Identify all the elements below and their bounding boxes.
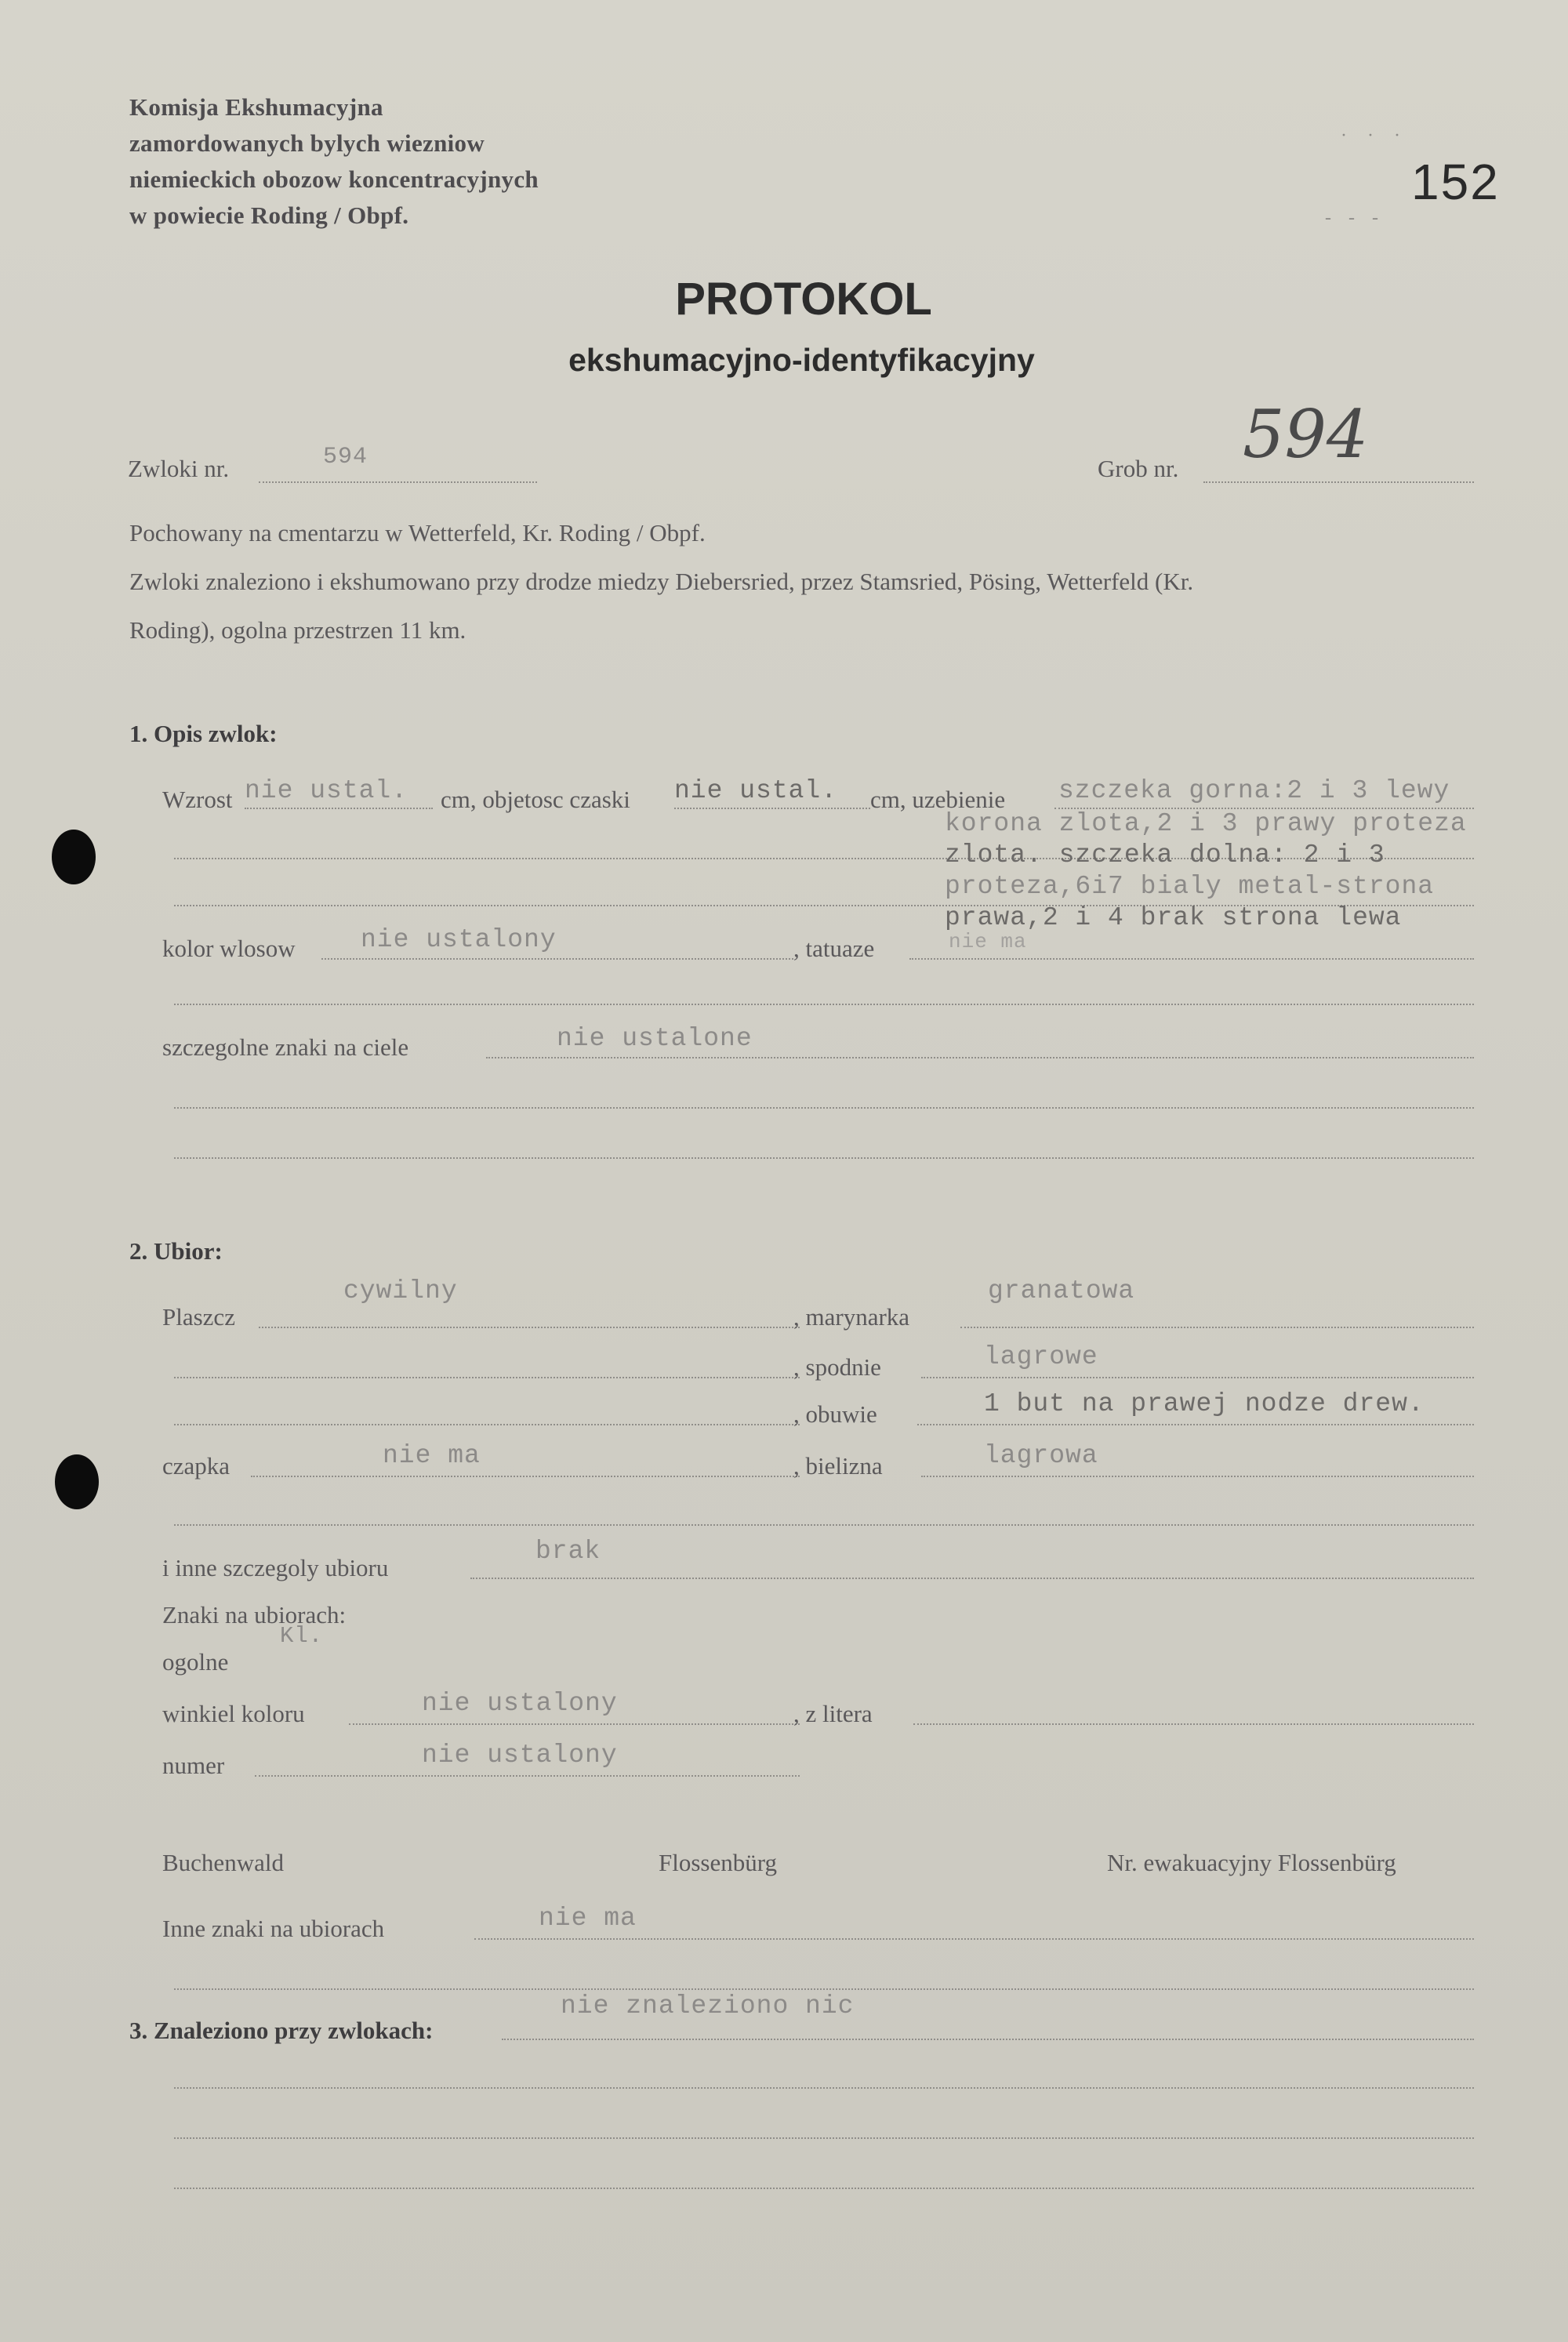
dotted-line — [913, 1723, 1474, 1725]
ogolne-value: Kl. — [280, 1623, 324, 1649]
dotted-line — [486, 1057, 1474, 1058]
kolor-wlosow-value: nie ustalony — [361, 925, 557, 954]
dotted-line — [259, 1327, 800, 1328]
dotted-line — [255, 1775, 800, 1777]
dotted-line — [174, 1157, 1474, 1159]
ogolne-label: ogolne — [162, 1648, 229, 1676]
dotted-line — [470, 1578, 1474, 1579]
header-line: zamordowanych bylych wiezniow — [129, 129, 485, 157]
uzebienie-line: korona zlota,2 i 3 prawy proteza — [945, 809, 1467, 838]
pencil-marks: · · · — [1341, 125, 1408, 146]
dotted-line — [174, 1988, 1474, 1990]
wzrost-label: Wzrost — [162, 786, 233, 813]
tatuaze-label: , tatuaze — [793, 935, 875, 962]
czaszka-value: nie ustal. — [674, 776, 838, 805]
dotted-line — [474, 1938, 1474, 1940]
punch-hole-top — [52, 830, 96, 884]
pencil-marks: - - - — [1325, 208, 1385, 228]
numer-value: nie ustalony — [422, 1741, 618, 1770]
section-3-heading: 3. Znaleziono przy zwlokach: — [129, 2017, 434, 2044]
spodnie-value: lagrowe — [984, 1342, 1098, 1371]
dotted-line — [174, 1107, 1474, 1109]
kolor-wlosow-label: kolor wlosow — [162, 935, 296, 962]
winkiel-koloru-value: nie ustalony — [422, 1689, 618, 1718]
dotted-line — [174, 2188, 1474, 2189]
czapka-label: czapka — [162, 1452, 230, 1480]
czapka-value: nie ma — [383, 1441, 481, 1470]
dotted-line — [502, 2039, 1474, 2040]
header-line: niemieckich obozow koncentracyjnych — [129, 165, 539, 193]
marynarka-value: granatowa — [988, 1276, 1135, 1305]
znaki-na-ciele-label: szczegolne znaki na ciele — [162, 1033, 409, 1061]
plaszcz-label: Plaszcz — [162, 1303, 235, 1331]
burial-line-2: Zwloki znaleziono i ekshumowano przy drodze miedzy Diebersried, przez Stamsried, Pösing, Wetterfeld (Kr. — [129, 568, 1194, 595]
numer-label: numer — [162, 1752, 225, 1779]
znaki-na-ciele-value: nie ustalone — [557, 1024, 753, 1053]
wzrost-value: nie ustal. — [245, 776, 408, 805]
dotted-line — [174, 1004, 1474, 1005]
nr-ewakuacyjny-label: Nr. ewakuacyjny Flossenbürg — [1107, 1849, 1396, 1876]
dotted-line — [960, 1327, 1474, 1328]
inne-znaki-value: nie ma — [539, 1904, 637, 1933]
dotted-line — [921, 1377, 1474, 1378]
dotted-line — [174, 2137, 1474, 2139]
uzebienie-line: szczeka gorna:2 i 3 lewy — [1058, 776, 1450, 805]
document-subtitle: ekshumacyjno-identyfikacyjny — [568, 342, 1035, 378]
dotted-line — [674, 808, 870, 809]
document-title: PROTOKOL — [675, 274, 932, 325]
znaleziono-value: nie znaleziono nic — [561, 1992, 855, 2021]
dotted-line — [909, 958, 1474, 960]
section-2-heading: 2. Ubior: — [129, 1237, 223, 1265]
z-litera-label: , z litera — [793, 1700, 873, 1727]
zwloki-label: Zwloki nr. — [128, 455, 230, 482]
obuwie-value: 1 but na prawej nodze drew. — [984, 1389, 1425, 1418]
header-line: Komisja Ekshumacyjna — [129, 93, 383, 121]
bielizna-label: , bielizna — [793, 1452, 883, 1480]
inne-szczegoly-label: i inne szczegoly ubioru — [162, 1554, 389, 1581]
dotted-line — [1203, 481, 1474, 483]
dotted-line — [921, 1476, 1474, 1477]
flossenburg-label: Flossenbürg — [659, 1849, 778, 1876]
znaki-na-ubiorach-label: Znaki na ubiorach: — [162, 1601, 347, 1629]
inne-szczegoly-value: brak — [535, 1537, 601, 1566]
burial-line-3: Roding), ogolna przestrzen 11 km. — [129, 616, 466, 644]
zwloki-value: 594 — [323, 444, 368, 470]
dotted-line — [174, 1524, 1474, 1526]
uzebienie-line: prawa,2 i 4 brak strona lewa — [945, 903, 1402, 932]
punch-hole-bottom — [55, 1454, 99, 1509]
uzebienie-line: zlota. szczeka dolna: 2 i 3 — [945, 841, 1385, 870]
obuwie-label: , obuwie — [793, 1400, 877, 1428]
marynarka-label: , marynarka — [793, 1303, 910, 1331]
uzebienie-line: proteza,6i7 bialy metal-strona — [945, 872, 1435, 901]
burial-line-1: Pochowany na cmentarzu w Wetterfeld, Kr. Roding / Obpf. — [129, 519, 706, 546]
header-line: w powiecie Roding / Obpf. — [129, 202, 409, 229]
dotted-line — [174, 1424, 800, 1425]
cm-objetosc-label: cm, objetosc czaski — [441, 786, 630, 813]
dotted-line — [349, 1723, 800, 1725]
dotted-line — [245, 808, 433, 809]
section-1-heading: 1. Opis zwlok: — [129, 720, 278, 747]
buchenwald-label: Buchenwald — [162, 1849, 284, 1876]
grob-label: Grob nr. — [1098, 455, 1179, 482]
spodnie-label: , spodnie — [793, 1353, 881, 1381]
cm-uzebienie-label: cm, uzebienie — [870, 786, 1006, 813]
grob-value: 594 — [1243, 396, 1369, 473]
page-number: 152 — [1411, 154, 1500, 210]
dotted-line — [174, 1377, 800, 1378]
dotted-line — [259, 481, 537, 483]
dotted-line — [321, 958, 793, 960]
inne-znaki-label: Inne znaki na ubiorach — [162, 1915, 385, 1942]
dotted-line — [917, 1424, 1474, 1425]
winkiel-koloru-label: winkiel koloru — [162, 1700, 305, 1727]
bielizna-value: lagrowa — [984, 1441, 1098, 1470]
commission-header — [129, 89, 539, 234]
plaszcz-value: cywilny — [343, 1276, 458, 1305]
dotted-line — [251, 1476, 800, 1477]
tatuaze-value: nie ma — [949, 930, 1027, 953]
dotted-line — [174, 2087, 1474, 2089]
